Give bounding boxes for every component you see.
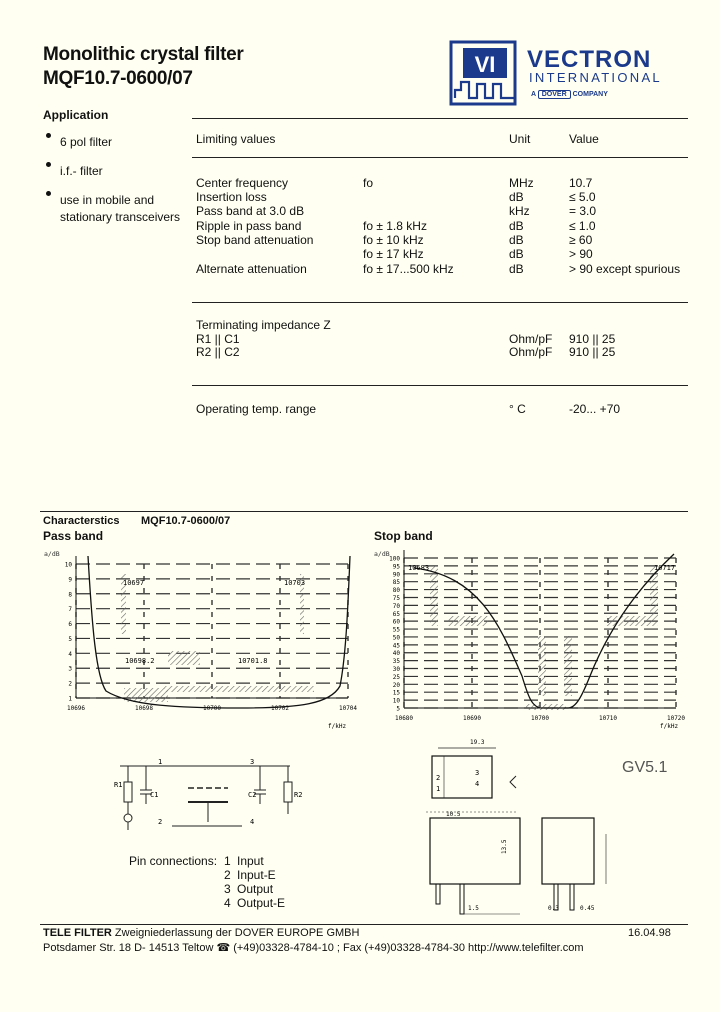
label-c1: C1 — [150, 791, 159, 799]
package-drawing — [420, 734, 690, 924]
pin-connections-label: Pin connections: — [129, 854, 218, 868]
footer-date: 16.04.98 — [628, 927, 671, 939]
y-tick-label: 10 — [64, 561, 72, 569]
divider — [192, 385, 688, 386]
footer-address: Potsdamer Str. 18 D- 14513 Teltow ☎ (+49)03328-4784-10 ; Fax (+49)03328-4784-30 http://www.telefilter.com — [43, 942, 584, 954]
y-tick-label: 1 — [68, 695, 72, 703]
package-dim: 13.5 — [501, 839, 508, 854]
divider — [192, 302, 688, 303]
spec-value: ≤ 5.0 — [569, 190, 596, 204]
y-tick-label: 7 — [68, 606, 72, 614]
footer-company-line — [43, 927, 359, 939]
spec-value: ≥ 60 — [569, 233, 593, 247]
package-code: GV5.1 — [622, 759, 668, 776]
y-tick-label: 8 — [68, 591, 72, 599]
x-tick-label: 10704 — [338, 705, 358, 712]
spec-param: Ripple in pass band — [196, 219, 302, 233]
spec-value: 10.7 — [569, 176, 593, 190]
spec-cond: fo ± 17 kHz — [363, 247, 424, 261]
y-tick-label: 20 — [392, 681, 400, 689]
application-item: i.f.- filter — [60, 164, 103, 178]
package-pin-4: 4 — [475, 780, 480, 788]
stopband-x-ticks — [395, 715, 685, 722]
label-r1: R1 — [114, 781, 123, 789]
package-outline — [432, 756, 492, 798]
vectron-logo — [449, 40, 689, 110]
divider — [192, 157, 688, 158]
passband-mark: 10697 — [123, 579, 145, 587]
y-tick-label: 80 — [392, 587, 400, 595]
logo-name: VECTRON — [527, 46, 652, 73]
impedance-r1-value: 910 || 25 — [569, 332, 616, 346]
temp-unit: ° C — [509, 402, 526, 416]
circuit-diagram — [110, 752, 310, 842]
resistor-icon — [284, 782, 292, 802]
y-tick-label: 2 — [68, 680, 72, 688]
logo-company-suffix: COMPANY — [572, 91, 608, 98]
pin-name: Input-E — [237, 868, 276, 882]
characteristics-label: Characterstics — [43, 515, 120, 527]
impedance-r2: R2 || C2 — [196, 345, 240, 359]
spec-value: ≤ 1.0 — [569, 219, 596, 233]
stopband-mask — [430, 566, 438, 626]
y-tick-label: 25 — [392, 673, 400, 681]
label-r2: R2 — [294, 791, 303, 799]
characteristics-model: MQF10.7-0600/07 — [141, 515, 231, 527]
resistor-icon — [124, 782, 132, 802]
label-pin-3: 3 — [250, 758, 255, 766]
passband-mask — [164, 686, 314, 692]
impedance-heading: Terminating impedance Z — [196, 318, 331, 332]
spec-unit: dB — [509, 247, 524, 261]
spec-param: Stop band attenuation — [196, 233, 314, 247]
stopband-mask — [538, 636, 546, 696]
x-tick-label: 10698 — [134, 705, 154, 712]
passband-grid — [76, 556, 348, 698]
pin-number: 3 — [224, 882, 231, 896]
passband-y-ticks — [65, 562, 73, 703]
y-tick-label: 10 — [392, 697, 400, 705]
temp-param: Operating temp. range — [196, 402, 317, 416]
package-pin-2: 2 — [436, 774, 441, 782]
passband-mark: 10701.8 — [238, 657, 268, 665]
passband-chart — [40, 546, 360, 736]
y-tick-label: 100 — [389, 555, 400, 563]
y-tick-label: 3 — [68, 665, 72, 673]
y-tick-label: 35 — [392, 658, 400, 666]
x-tick-label: 10702 — [270, 705, 290, 712]
impedance-r2-unit: Ohm/pF — [509, 345, 553, 359]
stopband-mask — [606, 616, 650, 626]
stopband-mask — [564, 636, 572, 696]
y-tick-label: 65 — [392, 610, 400, 618]
package-pin-1: 1 — [436, 785, 441, 793]
spec-header-unit: Unit — [509, 132, 531, 146]
y-tick-label: 30 — [392, 666, 400, 674]
stopband-y-ticks — [389, 556, 400, 713]
label-pin-1: 1 — [158, 758, 163, 766]
x-tick-label: 10696 — [66, 705, 86, 712]
logo-company-line — [531, 91, 608, 98]
stopband-mark: 10717 — [654, 564, 676, 572]
pin-number: 2 — [224, 868, 231, 882]
package-dim: 0.45 — [580, 905, 595, 912]
stopband-chart — [370, 546, 692, 736]
spec-param: Alternate attenuation — [196, 262, 307, 276]
pin-name: Output — [237, 882, 274, 896]
y-tick-label: 75 — [392, 594, 400, 602]
x-tick-label: 10710 — [598, 715, 618, 722]
passband-x-ticks — [67, 705, 357, 712]
chevron-left-icon — [510, 776, 516, 788]
y-tick-label: 6 — [68, 621, 72, 629]
title-line-1: Monolithic crystal filter — [43, 44, 244, 65]
application-item: use in mobile and — [60, 193, 155, 207]
spec-unit: dB — [509, 262, 524, 276]
passband-mark: 10703 — [284, 579, 306, 587]
passband-label: Pass band — [43, 529, 104, 543]
spec-unit: kHz — [509, 204, 530, 218]
y-tick-label: 55 — [392, 626, 400, 634]
x-tick-label: 10720 — [666, 715, 686, 722]
stopband-mask — [526, 704, 566, 710]
y-tick-label: 90 — [392, 571, 400, 579]
footer-company: TELE FILTER — [43, 927, 112, 939]
impedance-r1-unit: Ohm/pF — [509, 332, 553, 346]
logo-mark-text: VI — [474, 52, 496, 77]
y-tick-label: 15 — [392, 689, 400, 697]
package-dim: 10.5 — [446, 811, 461, 818]
logo-subtitle: INTERNATIONAL — [529, 70, 662, 85]
spec-value: = 3.0 — [569, 204, 597, 218]
application-heading: Application — [43, 108, 109, 122]
passband-mark: 10698.2 — [125, 657, 155, 665]
vi-logo-mark-icon — [449, 40, 521, 110]
x-tick-label: 10690 — [462, 715, 482, 722]
x-tick-label: 10700 — [530, 715, 550, 722]
title-line-2: MQF10.7-0600/07 — [43, 68, 193, 89]
application-item: 6 pol filter — [60, 135, 113, 149]
stopband-mask — [448, 616, 488, 626]
stopband-mark: 10683 — [408, 564, 430, 572]
package-dim: 0.3 — [548, 905, 559, 912]
label-c2: C2 — [248, 791, 257, 799]
spec-unit: dB — [509, 190, 524, 204]
x-tick-label: 10680 — [394, 715, 414, 722]
divider — [40, 511, 688, 512]
y-tick-label: 70 — [392, 602, 400, 610]
spec-cond: fo ± 10 kHz — [363, 233, 424, 247]
logo-company-name: DOVER — [538, 90, 571, 99]
spec-unit: MHz — [509, 176, 534, 190]
logo-company-prefix: A — [531, 91, 536, 98]
label-pin-4: 4 — [250, 818, 255, 826]
spec-value: > 90 — [569, 247, 593, 261]
package-dim: 19.3 — [470, 739, 485, 746]
impedance-r1: R1 || C1 — [196, 332, 240, 346]
spec-cond: fo ± 17...500 kHz — [363, 262, 454, 276]
y-tick-label: 5 — [68, 635, 72, 643]
passband-mask — [168, 651, 200, 665]
spec-header-param: Limiting values — [196, 132, 276, 146]
passband-x-unit: f/kHz — [328, 723, 347, 730]
bullet-icon — [46, 191, 51, 196]
spec-unit: dB — [509, 233, 524, 247]
spec-cond: fo — [363, 176, 374, 190]
stopband-y-unit: a/dB — [374, 550, 390, 558]
footer-company-rest: Zweigniederlassung der DOVER EUROPE GMBH — [111, 927, 360, 939]
y-tick-label: 45 — [392, 642, 400, 650]
package-dim: 1.5 — [468, 905, 479, 912]
divider — [192, 118, 688, 119]
bullet-icon — [46, 133, 51, 138]
package-pin-3: 3 — [475, 769, 480, 777]
spec-unit: dB — [509, 219, 524, 233]
application-item: stationary transceivers — [60, 210, 181, 224]
y-tick-label: 9 — [68, 576, 72, 584]
y-tick-label: 40 — [392, 650, 400, 658]
spec-header-value: Value — [569, 132, 599, 146]
spec-cond: fo ± 1.8 kHz — [363, 219, 427, 233]
y-tick-label: 4 — [68, 650, 72, 658]
spec-param: Insertion loss — [196, 190, 267, 204]
y-tick-label: 95 — [392, 563, 400, 571]
spec-value: > 90 except spurious — [569, 262, 681, 276]
stopband-label: Stop band — [374, 529, 433, 543]
pin-number: 4 — [224, 896, 231, 910]
y-tick-label: 5 — [396, 705, 400, 713]
impedance-r2-value: 910 || 25 — [569, 345, 616, 359]
spec-param: Center frequency — [196, 176, 289, 190]
x-tick-label: 10700 — [202, 705, 222, 712]
y-tick-label: 85 — [392, 579, 400, 587]
pin-name: Input — [237, 854, 264, 868]
pin-number: 1 — [224, 854, 231, 868]
spec-param: Pass band at 3.0 dB — [196, 204, 305, 218]
pin-name: Output-E — [237, 896, 286, 910]
divider — [40, 924, 688, 925]
y-tick-label: 60 — [392, 618, 400, 626]
temp-value: -20... +70 — [569, 402, 621, 416]
passband-y-unit: a/dB — [44, 550, 60, 558]
y-tick-label: 50 — [392, 634, 400, 642]
stopband-x-unit: f/kHz — [660, 723, 679, 730]
bullet-icon — [46, 162, 51, 167]
label-pin-2: 2 — [158, 818, 163, 826]
